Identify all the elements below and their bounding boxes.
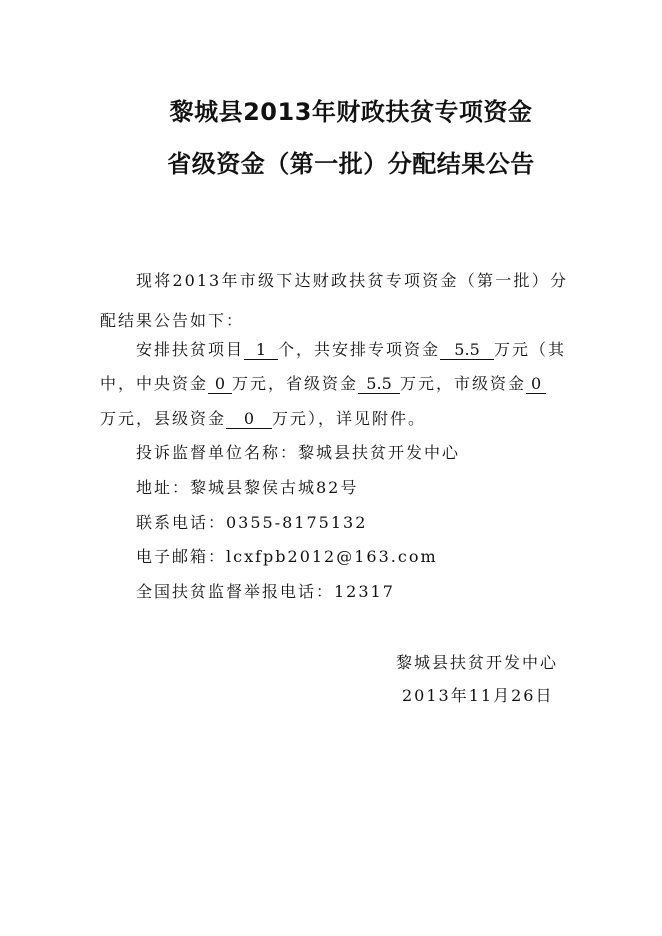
allocation-text: 安排扶贫项目 (136, 340, 245, 359)
phone-line: 联系电话：0355-8175132 (136, 513, 368, 532)
county-funds-value: 0 (226, 410, 272, 429)
address-line: 地址：黎城县黎侯古城82号 (136, 478, 359, 497)
provincial-funds-value: 5.5 (358, 375, 400, 394)
signature-date: 2013年11月26日 (402, 686, 554, 705)
allocation-text: 万元），详见附件。 (272, 409, 427, 428)
city-funds-value: 0 (526, 375, 546, 394)
intro-line-1: 现将2013年市级下达财政扶贫专项资金（第一批）分 (136, 271, 568, 290)
allocation-text: 万元，省级资金 (232, 374, 359, 393)
allocation-text: 万元，县级资金 (100, 409, 227, 428)
email-line: 电子邮箱：lcxfpb2012@163.com (136, 547, 438, 566)
document-title-line-1: 黎城县2013年财政扶贫专项资金 (169, 98, 533, 126)
allocation-line-2 (100, 371, 568, 394)
supervisor-line: 投诉监督单位名称：黎城县扶贫开发中心 (136, 443, 461, 462)
allocation-line-3 (100, 406, 568, 429)
allocation-line-1 (136, 337, 568, 360)
total-funds-value: 5.5 (440, 341, 494, 360)
allocation-text: 万元（其 (494, 340, 567, 359)
document-title-line-2: 省级资金（第一批）分配结果公告 (167, 150, 535, 178)
central-funds-value: 0 (208, 375, 232, 394)
allocation-text: 万元，市级资金 (400, 374, 527, 393)
allocation-text: 中，中央资金 (100, 374, 209, 393)
hotline-line: 全国扶贫监督举报电话：12317 (136, 582, 395, 601)
projects-count-value: 1 (244, 341, 278, 360)
signature-organization: 黎城县扶贫开发中心 (396, 653, 559, 672)
intro-line-2: 配结果公告如下： (100, 311, 245, 330)
allocation-text: 个，共安排专项资金 (278, 340, 441, 359)
